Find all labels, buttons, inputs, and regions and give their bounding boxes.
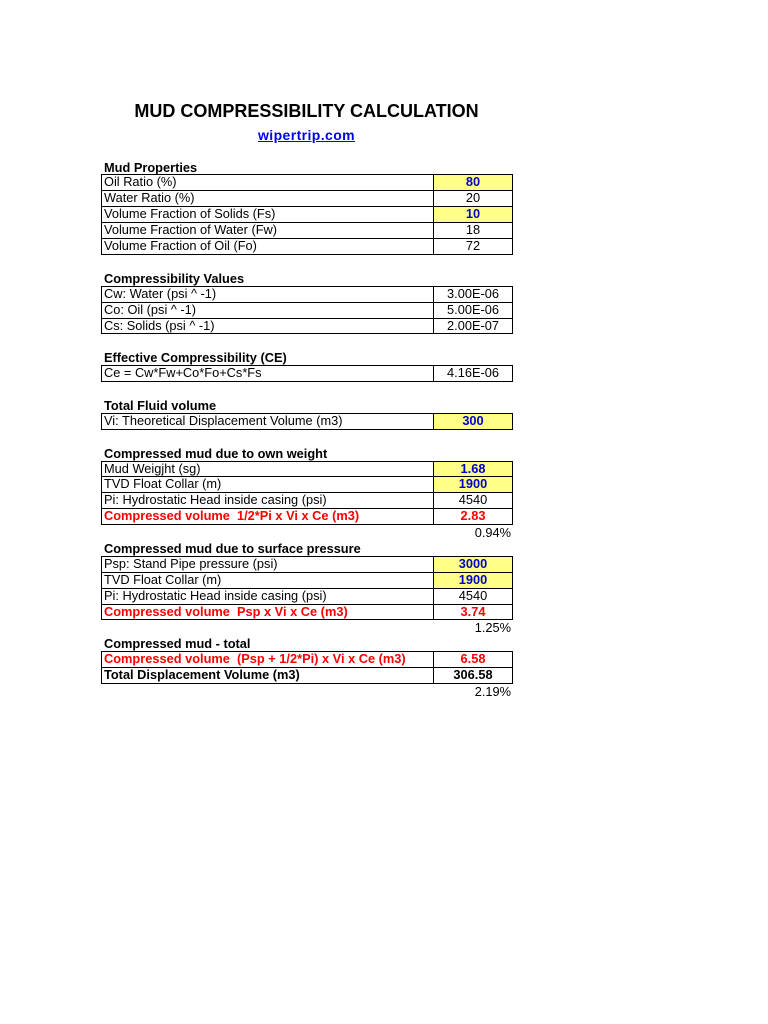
compressed-volume-own-weight-label: Compressed volume 1/2*Pi x Vi x Ce (m3) [101, 509, 434, 524]
water-fraction-label: Volume Fraction of Water (Fw) [101, 223, 434, 238]
hydrostatic-head-value: 4540 [434, 589, 513, 604]
mud-weight-row [101, 462, 513, 478]
effective-compressibility-table [101, 365, 513, 382]
compressed-volume-surface-label: Compressed volume Psp x Vi x Ce (m3) [101, 605, 434, 620]
section-heading-compressibility-values: Compressibility Values [104, 270, 245, 286]
total-displacement-volume-label: Total Displacement Volume (m3) [101, 668, 434, 683]
solids-fraction-label: Volume Fraction of Solids (Fs) [101, 207, 434, 222]
tvd-float-collar-row [101, 477, 513, 493]
spacer-row [101, 382, 513, 398]
own-weight-percent: 0.94% [474, 525, 511, 541]
mud-properties-table [101, 174, 513, 254]
compressed-volume-own-weight-row [101, 509, 513, 525]
cs-solids-value: 2.00E-07 [434, 319, 513, 334]
ce-formula-label: Ce = Cw*Fw+Co*Fo+Cs*Fs [101, 366, 434, 381]
surface-pressure-percent: 1.25% [474, 620, 511, 636]
link-container [0, 126, 613, 144]
cs-solids-label: Cs: Solids (psi ^ -1) [101, 319, 434, 334]
compressed-volume-total-value: 6.58 [434, 652, 513, 667]
surface-pressure-table [101, 556, 513, 621]
water-ratio-row [101, 191, 513, 207]
own-weight-table [101, 461, 513, 526]
total-displacement-volume-value: 306.58 [434, 668, 513, 683]
oil-fraction-row [101, 239, 513, 255]
tvd-float-collar-label: TVD Float Collar (m) [101, 477, 434, 492]
total-fluid-volume-table [101, 413, 513, 430]
page-title: MUD COMPRESSIBILITY CALCULATION [134, 101, 479, 121]
spacer-row [101, 334, 513, 350]
ce-formula-value: 4.16E-06 [434, 366, 513, 381]
website-link[interactable]: wipertrip.com [258, 127, 355, 143]
section-heading-mud-properties: Mud Properties [104, 159, 198, 175]
cw-water-label: Cw: Water (psi ^ -1) [101, 287, 434, 302]
cw-water-row [101, 287, 513, 303]
stand-pipe-pressure-value: 3000 [434, 557, 513, 572]
compressed-volume-total-row [101, 652, 513, 668]
tvd-float-collar-label: TVD Float Collar (m) [101, 573, 434, 588]
section-heading-effective-compressibility: Effective Compressibility (CE) [104, 350, 287, 366]
oil-fraction-label: Volume Fraction of Oil (Fo) [101, 239, 434, 254]
compressed-volume-surface-value: 3.74 [434, 605, 513, 620]
solids-fraction-value: 10 [434, 207, 513, 222]
vi-displacement-volume-row [101, 414, 513, 430]
total-compression-table [101, 651, 513, 684]
spacer-row [101, 255, 513, 271]
compressed-volume-surface-row [101, 605, 513, 621]
tvd-float-collar-value: 1900 [434, 573, 513, 588]
solids-fraction-row [101, 207, 513, 223]
co-oil-row [101, 303, 513, 319]
oil-ratio-row [101, 175, 513, 191]
co-oil-label: Co: Oil (psi ^ -1) [101, 303, 434, 318]
calculation-sheet [101, 160, 513, 700]
cs-solids-row [101, 319, 513, 335]
total-percent: 2.19% [474, 683, 511, 699]
stand-pipe-pressure-row [101, 557, 513, 573]
compressed-volume-own-weight-value: 2.83 [434, 509, 513, 524]
ce-formula-row [101, 366, 513, 382]
water-ratio-value: 20 [434, 191, 513, 206]
spacer-row [101, 430, 513, 446]
stand-pipe-pressure-label: Psp: Stand Pipe pressure (psi) [101, 557, 434, 572]
oil-ratio-label: Oil Ratio (%) [101, 175, 434, 190]
hydrostatic-head-row [101, 493, 513, 509]
water-fraction-row [101, 223, 513, 239]
tvd-float-collar-row [101, 573, 513, 589]
section-heading-own-weight: Compressed mud due to own weight [104, 445, 328, 461]
hydrostatic-head-row [101, 589, 513, 605]
vi-displacement-volume-value: 300 [434, 414, 513, 429]
compressed-volume-total-label: Compressed volume (Psp + 1/2*Pi) x Vi x Ce (m3) [101, 652, 434, 667]
section-heading-total: Compressed mud - total [104, 636, 251, 652]
mud-weight-value: 1.68 [434, 462, 513, 477]
hydrostatic-head-label: Pi: Hydrostatic Head inside casing (psi) [101, 493, 434, 508]
total-displacement-volume-row [101, 668, 513, 684]
oil-fraction-value: 72 [434, 239, 513, 254]
tvd-float-collar-value: 1900 [434, 477, 513, 492]
water-ratio-label: Water Ratio (%) [101, 191, 434, 206]
oil-ratio-value: 80 [434, 175, 513, 190]
cw-water-value: 3.00E-06 [434, 287, 513, 302]
co-oil-value: 5.00E-06 [434, 303, 513, 318]
section-heading-surface-pressure: Compressed mud due to surface pressure [104, 540, 361, 556]
compressibility-table [101, 286, 513, 335]
vi-displacement-volume-label: Vi: Theoretical Displacement Volume (m3) [101, 414, 434, 429]
section-heading-total-fluid-volume: Total Fluid volume [104, 397, 217, 413]
water-fraction-value: 18 [434, 223, 513, 238]
hydrostatic-head-value: 4540 [434, 493, 513, 508]
mud-weight-label: Mud Weigjht (sg) [101, 462, 434, 477]
hydrostatic-head-label: Pi: Hydrostatic Head inside casing (psi) [101, 589, 434, 604]
